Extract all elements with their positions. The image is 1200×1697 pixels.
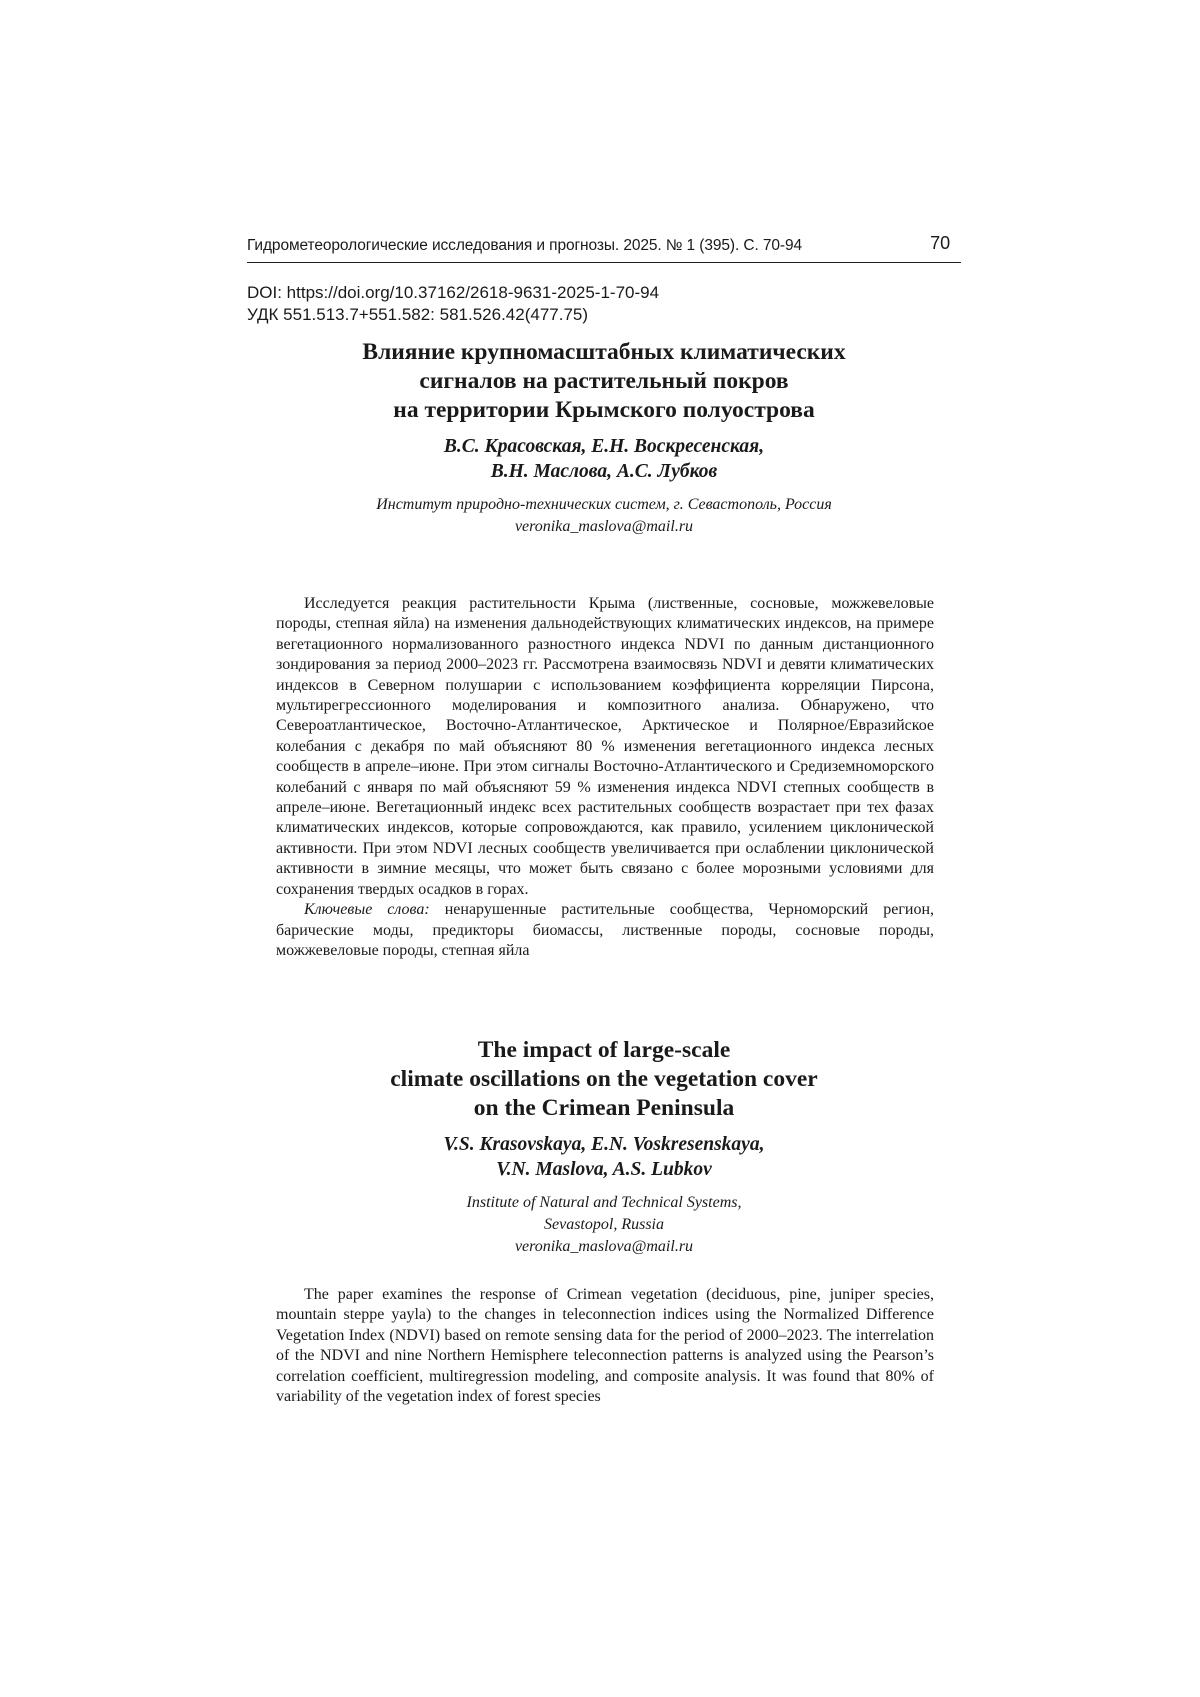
ru-title-block bbox=[247, 338, 961, 538]
doi-line: DOI: https://doi.org/10.37162/2618-9631-2025-1-70-94 bbox=[247, 283, 660, 302]
en-title-line: climate oscillations on the vegetation cover bbox=[390, 1066, 818, 1092]
en-abstract bbox=[276, 1285, 934, 1407]
en-authors-line: V.N. Maslova, A.S. Lubkov bbox=[496, 1159, 712, 1180]
ru-keywords-text: ненарушенные растительные сообщества, Черноморский регион, барические моды, предикторы биомассы, лиственные породы, сосновые породы, можжевеловые породы, степная яйла bbox=[276, 901, 935, 959]
en-affiliation-line: Sevastopol, Russia bbox=[544, 1216, 664, 1233]
ru-title-line: на территории Крымского полуострова bbox=[393, 397, 815, 423]
ru-abstract bbox=[276, 594, 934, 961]
page-number: 70 bbox=[930, 233, 950, 253]
en-authors-line: V.S. Krasovskaya, E.N. Voskresenskaya, bbox=[443, 1134, 765, 1155]
ru-keywords-label: Ключевые слова: bbox=[304, 901, 430, 919]
journal-citation: Гидрометеорологические исследования и прогнозы. 2025. № 1 (395). С. 70-94 bbox=[247, 237, 803, 254]
en-abstract-text: The paper examines the response of Crimean vegetation (deciduous, pine, juniper species, mountain steppe yayla) to the changes in teleconnection indices using the Normalized Difference Vegetation Index (NDVI) based on remote sensing data for the period of 2000–2023. The interrelation of the NDVI and nine Northern Hemisphere teleconnection patterns is analyzed using the Pearson’s correlation coefficient, multiregression modeling, and composite analysis. It was found that 80% of variability of the vegetation index of forest species bbox=[276, 1286, 934, 1406]
udk-line: УДК 551.513.7+551.582: 581.526.42(477.75) bbox=[247, 305, 589, 324]
ru-abstract-text: Исследуется реакция растительности Крыма (лиственные, сосновые, можжевеловые породы, степная яйла) на изменения дальнодействующих климатических индексов, на примере вегетационного нормализованного разностного индекса NDVI по данным дистанционного зондирования за период 2000–2023 гг. Рассмотрена взаимосвязь NDVI и девяти климатических индексов в Северном полушарии с использованием коэффициента корреляции Пирсона, мультирегрессионного моделирования и композитного анализа. Обнаружено, что Североатлантическое, Восточно-Атлантическое, Арктическое и Полярное/Евразийское колебания с декабря по май объясняют 80 % изменения вегетационного индекса лесных сообществ в апреле–июне. При этом сигналы Восточно-Атлантического и Средиземноморского колебаний с января по май объясняют 59 % изменения индекса NDVI степных сообществ в апреле–июне. Вегетационный индекс всех растительных сообществ возрастает при тех фазах климатических индексов, которые сопровождаются, как правило, усилением циклонической активности. При этом NDVI лесных сообществ увеличивается при ослаблении циклонической активности в зимние месяцы, что может быть связано с более морозными условиями для сохранения твердых осадков в горах. bbox=[276, 595, 934, 898]
ru-title-line: сигналов на растительный покров bbox=[419, 368, 789, 394]
ru-keywords bbox=[276, 900, 934, 961]
en-email: veronika_maslova@mail.ru bbox=[514, 1238, 694, 1255]
en-title-block bbox=[247, 1036, 961, 1258]
ru-title-line: Влияние крупномасштабных климатических bbox=[362, 339, 846, 365]
ru-email: veronika_maslova@mail.ru bbox=[514, 518, 694, 535]
ru-authors bbox=[247, 434, 961, 484]
ru-article-title bbox=[247, 338, 961, 425]
ru-authors-line: В.Н. Маслова, А.С. Лубков bbox=[490, 461, 718, 482]
en-affiliation-line: Institute of Natural and Technical Systems, bbox=[466, 1194, 742, 1211]
en-title-line: The impact of large-scale bbox=[477, 1037, 731, 1063]
running-header bbox=[247, 233, 961, 263]
en-authors bbox=[247, 1132, 961, 1182]
ru-affiliation bbox=[247, 494, 961, 538]
article-identifiers bbox=[247, 282, 659, 326]
ru-authors-line: В.С. Красовская, Е.Н. Воскресенская, bbox=[443, 436, 765, 457]
en-affiliation bbox=[247, 1192, 961, 1258]
ru-affiliation-line: Институт природно-технических систем, г. Севастополь, Россия bbox=[376, 496, 832, 513]
en-title-line: on the Crimean Peninsula bbox=[473, 1095, 735, 1121]
en-article-title bbox=[247, 1036, 961, 1123]
